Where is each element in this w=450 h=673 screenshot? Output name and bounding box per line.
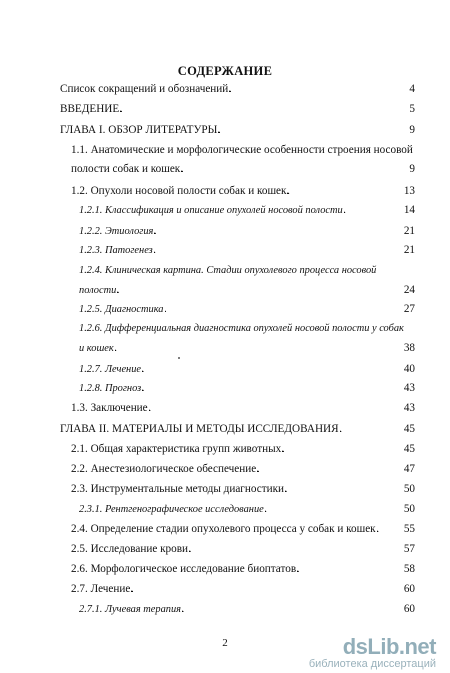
toc-entry (79, 382, 415, 395)
scan-speck (178, 357, 180, 359)
toc-entry (71, 185, 415, 198)
toc-leader (154, 244, 403, 257)
toc-page: 60 (403, 603, 415, 615)
toc-leader (131, 583, 403, 596)
toc-page: 50 (403, 483, 415, 495)
toc-leader (297, 563, 403, 576)
toc-entry (60, 423, 415, 436)
toc-entry-text: 2.4. Определение стадии опухолевого процесса у собак и кошек (71, 523, 376, 535)
watermark-logo: dsLib.net (342, 634, 436, 659)
toc-entry-text: ГЛАВА II. МАТЕРИАЛЫ И МЕТОДЫ ИССЛЕДОВАНИЯ (60, 423, 339, 435)
toc-leader (229, 83, 408, 96)
toc-entry-text: 1.2.5. Диагностика (79, 304, 164, 315)
watermark-subtitle: библиотека диссертаций (308, 658, 436, 670)
page-number: 2 (222, 637, 228, 649)
toc-entry-text: ГЛАВА I. ОБЗОР ЛИТЕРАТУРЫ (60, 124, 218, 136)
toc-page: 21 (403, 244, 415, 256)
toc-entry (71, 402, 415, 415)
toc-entry (79, 244, 415, 257)
toc-entry (71, 483, 415, 496)
toc-entry (71, 523, 415, 536)
toc-entry-text: 1.2.1. Классификация и описание опухолей носовой полости (79, 205, 343, 216)
toc-entry-text: 1.2.7. Лечение (79, 364, 142, 375)
toc-page: 27 (403, 303, 415, 315)
toc-entry (71, 583, 415, 596)
toc-leader (257, 463, 403, 476)
toc-entry (71, 443, 415, 456)
toc-entry-text: Список сокращений и обозначений (60, 83, 229, 95)
toc-leader (182, 603, 403, 616)
toc-entry (79, 284, 415, 297)
toc-entry (71, 563, 415, 576)
toc-leader (285, 483, 403, 496)
toc-leader (149, 402, 403, 415)
toc-leader (181, 163, 408, 176)
toc-leader (115, 342, 403, 355)
toc-leader (344, 204, 403, 217)
toc-page: 43 (403, 382, 415, 394)
toc-page: 9 (409, 124, 415, 136)
toc-page: 58 (403, 563, 415, 575)
toc-entry (60, 124, 415, 137)
toc-entry-text-line1: 1.2.4. Клиническая картина. Стадии опухолевого процесса носовой (79, 265, 377, 276)
toc-leader (377, 523, 403, 536)
toc-entry (79, 342, 415, 355)
toc-entry-text: 2.5. Исследование крови (71, 543, 189, 555)
toc-page: 13 (403, 185, 415, 197)
toc-page: 45 (403, 443, 415, 455)
toc-entry (79, 303, 415, 316)
toc-leader (154, 225, 402, 238)
toc-entry-text: 1.2. Опухоли носовой полости собак и кошек (71, 185, 287, 197)
toc-entry (71, 163, 415, 176)
toc-entry (79, 204, 415, 217)
toc-entry-text: 1.2.3. Патогенез (79, 245, 153, 256)
toc-entry (79, 603, 415, 616)
toc-page: 47 (403, 463, 415, 475)
toc-leader (189, 543, 403, 556)
toc-entry-text-line1: 1.2.6. Дифференциальная диагностика опухолей носовой полости у собак (79, 323, 404, 334)
toc-page: 57 (403, 543, 415, 555)
toc-leader (117, 284, 403, 297)
toc-page: 40 (403, 363, 415, 375)
toc-page: 43 (403, 402, 415, 414)
toc-entry-text: 1.2.8. Прогноз (79, 383, 142, 394)
toc-leader (120, 103, 408, 116)
toc-page: 38 (403, 342, 415, 354)
toc-entry (60, 83, 415, 96)
toc-entry (79, 503, 415, 516)
toc-leader (165, 303, 403, 316)
toc-leader (282, 443, 403, 456)
toc-page: 4 (409, 83, 415, 95)
toc-page: 24 (403, 284, 415, 296)
toc-leader (142, 382, 403, 395)
toc-leader (340, 423, 403, 436)
toc-entry-text: 2.3.1. Рентгенографическое исследование (79, 504, 264, 515)
toc-entry (60, 103, 415, 116)
toc-entry (79, 225, 415, 238)
watermark (286, 634, 436, 670)
toc-leader (218, 124, 408, 137)
toc-entry-text: полости (79, 285, 117, 296)
toc-page: 14 (403, 204, 415, 216)
toc-entry-text: 2.6. Морфологическое исследование биоптатов (71, 563, 297, 575)
toc-entry-text: и кошек (79, 343, 114, 354)
toc-entry (71, 463, 415, 476)
toc-entry-text: 1.3. Заключение (71, 402, 148, 414)
toc-entry-text: 2.2. Анестезиологическое обеспечение (71, 463, 257, 475)
toc-entry-text: 2.1. Общая характеристика групп животных (71, 443, 282, 455)
toc-page: 5 (409, 103, 415, 115)
toc-entry-text: 1.2.2. Этиология (79, 226, 154, 237)
toc-page: 60 (403, 583, 415, 595)
toc-leader (142, 363, 403, 376)
toc-leader (265, 503, 403, 516)
toc-entry (79, 363, 415, 376)
toc-entry-text: полости собак и кошек (71, 163, 181, 175)
toc-page: 45 (403, 423, 415, 435)
toc-page: 21 (403, 225, 415, 237)
page-title: СОДЕРЖАНИЕ (177, 64, 273, 78)
toc-entry-text-line1: 1.1. Анатомические и морфологические особенности строения носовой (71, 144, 413, 156)
toc-entry-text: 2.3. Инструментальные методы диагностики (71, 483, 285, 495)
toc-entry-text: 2.7.1. Лучевая терапия (79, 604, 181, 615)
toc-page: 50 (403, 503, 415, 515)
toc-entry (71, 543, 415, 556)
toc-page: 55 (403, 523, 415, 535)
toc-page: 9 (409, 163, 415, 175)
toc-entry-text: 2.7. Лечение (71, 583, 131, 595)
toc-leader (287, 185, 402, 198)
toc-entry-text: ВВЕДЕНИЕ (60, 103, 120, 115)
